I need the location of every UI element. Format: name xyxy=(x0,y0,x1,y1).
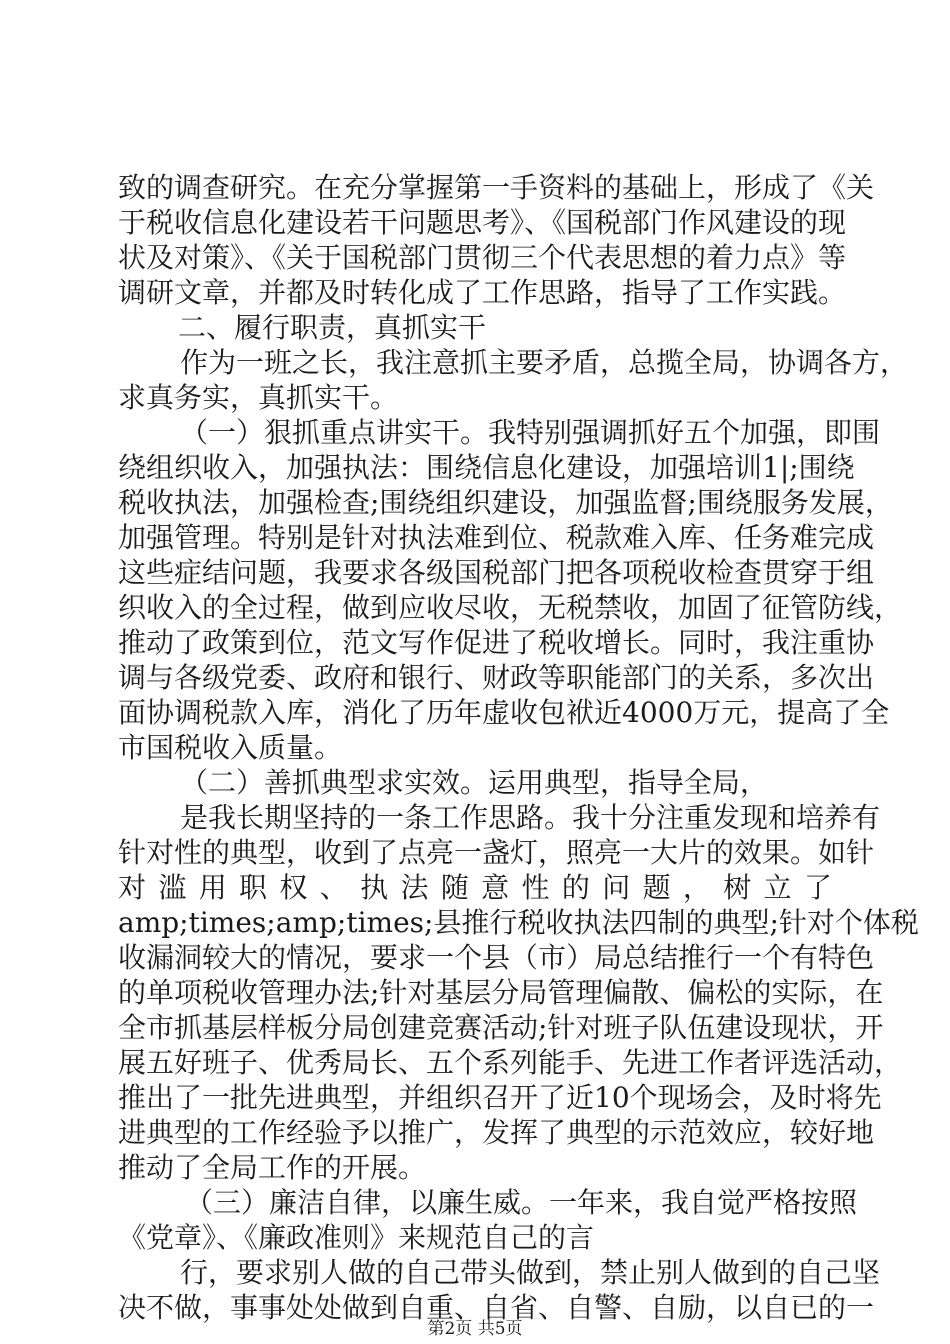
text-line: 是我长期坚持的一条工作思路。我十分注重发现和培养有 xyxy=(180,801,881,834)
text-line: 对 滥 用 职 权 、 执 法 随 意 性 的 问 题 ， 树 立 了 xyxy=(118,871,832,904)
text-line: 进典型的工作经验予以推广，发挥了典型的示范效应，较好地 xyxy=(118,1116,875,1149)
text-line: 税收执法，加强检查;围绕组织建设，加强监督;围绕服务发展， xyxy=(118,486,893,519)
text-line: 调与各级党委、政府和银行、财政等职能部门的关系，多次出 xyxy=(118,661,875,694)
text-line: 的单项税收管理办法;针对基层分局管理偏散、偏松的实际，在 xyxy=(118,976,884,1009)
text-line: 状及对策》、《关于国税部门贯彻三个代表思想的着力点》等 xyxy=(118,241,847,274)
text-line: 收漏洞较大的情况，要求一个县（市）局总结推行一个有特色 xyxy=(118,941,875,974)
text-line: 决不做，事事处处做到自重、自省、自警、自励，以自已的一 xyxy=(118,1291,875,1324)
text-line: （一）狠抓重点讲实干。我特别强调抓好五个加强，即围 xyxy=(180,416,881,449)
text-line: 市国税收入质量。 xyxy=(118,731,343,764)
text-line: 于税收信息化建设若干问题思考》、《国税部门作风建设的现 xyxy=(118,206,847,239)
text-line: 针对性的典型，收到了点亮一盏灯，照亮一大片的效果。如针 xyxy=(118,836,875,869)
text-line: 面协调税款入库，消化了历年虚收包袱近4000万元，提高了全 xyxy=(118,696,890,729)
text-line: 《党章》、《廉政准则》来规范自己的言 xyxy=(118,1221,595,1254)
text-line: （二）善抓典型求实效。运用典型，指导全局， xyxy=(180,766,769,799)
text-line: 推动了政策到位，范文写作促进了税收增长。同时，我注重协 xyxy=(118,626,875,659)
page-number-footer: 第2页 共5页 xyxy=(427,1319,523,1339)
text-line: 求真务实，真抓实干。 xyxy=(118,381,399,414)
text-line: 展五好班子、优秀局长、五个系列能手、先进工作者评选活动， xyxy=(118,1046,903,1079)
text-line: 绕组织收入，加强执法：围绕信息化建设，加强培训1|;围绕 xyxy=(118,451,855,484)
text-line: 行，要求别人做的自己带头做到，禁止别人做到的自己坚 xyxy=(180,1256,881,1289)
text-line: 织收入的全过程，做到应收尽收，无税禁收，加固了征管防线， xyxy=(118,591,903,624)
text-line: 这些症结问题，我要求各级国税部门把各项税收检查贯穿于组 xyxy=(118,556,875,589)
text-line: 作为一班之长，我注意抓主要矛盾，总揽全局，协调各方， xyxy=(180,346,909,379)
text-line: 致的调查研究。在充分掌握第一手资料的基础上，形成了《关 xyxy=(118,171,875,204)
text-line: 推出了一批先进典型，并组织召开了近10个现场会，及时将先 xyxy=(118,1081,882,1114)
text-line: 加强管理。特别是针对执法难到位、税款难入库、任务难完成 xyxy=(118,521,875,554)
section-heading: 二、履行职责，真抓实干 xyxy=(178,311,487,344)
text-line: 全市抓基层样板分局创建竞赛活动;针对班子队伍建设现状，开 xyxy=(118,1011,884,1044)
text-line: 推动了全局工作的开展。 xyxy=(118,1151,427,1184)
text-line: （三）廉洁自律，以廉生威。一年来，我自觉严格按照 xyxy=(185,1186,858,1219)
text-line: amp;times;amp;times;县推行税收执法四制的典型;针对个体税 xyxy=(118,906,919,939)
text-line: 调研文章，并都及时转化成了工作思路，指导了工作实践。 xyxy=(118,276,847,309)
